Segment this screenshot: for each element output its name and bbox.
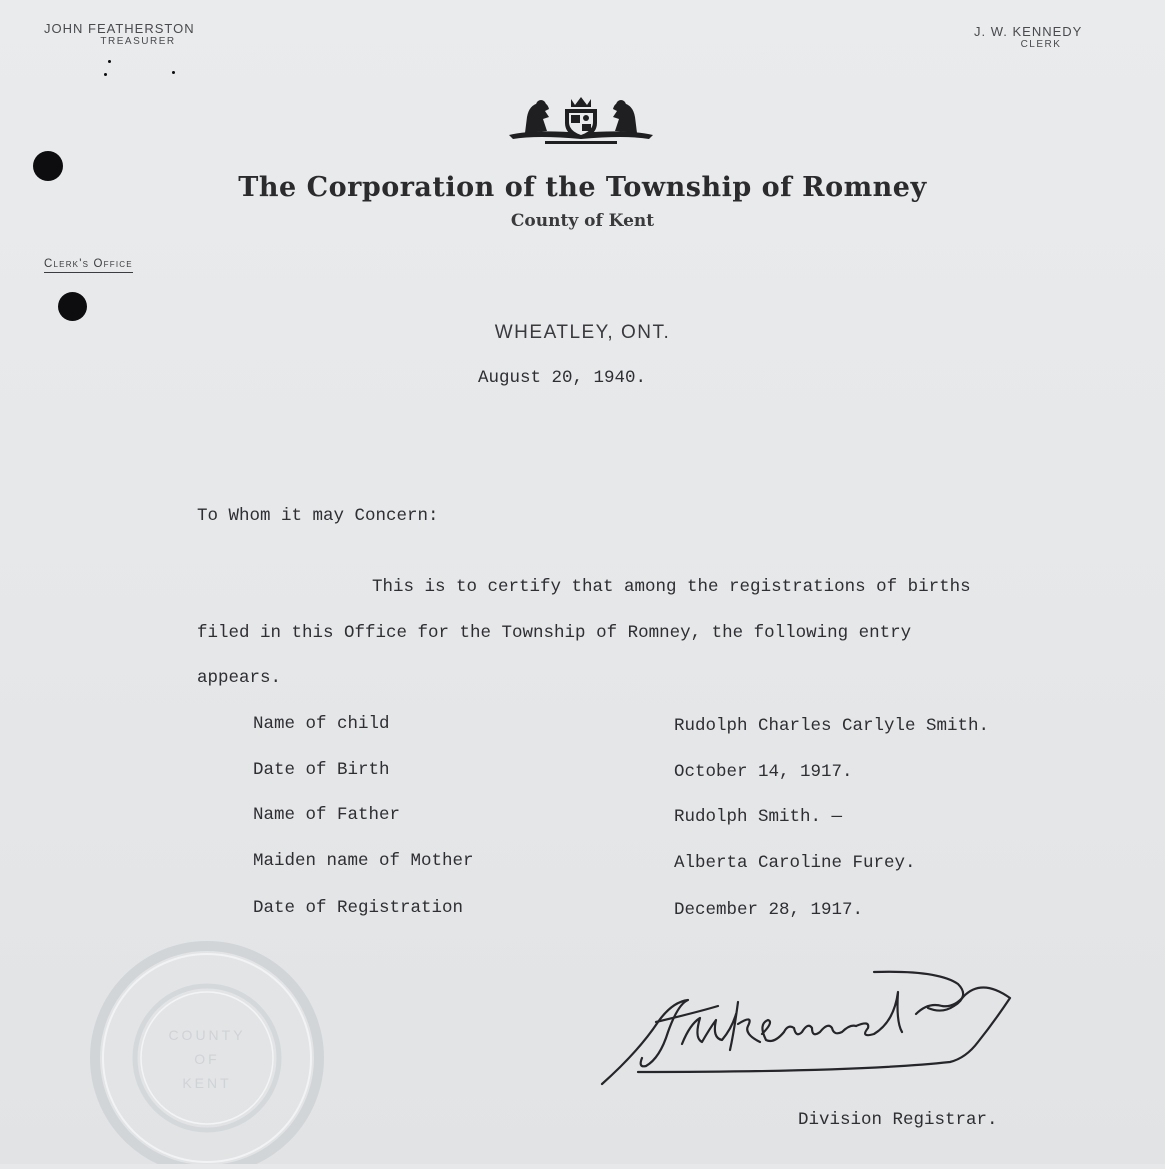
organization-title: The Corporation of the Township of Romney [238,172,927,203]
entry-label-mother: Maiden name of Mother [253,851,474,871]
body-line: This is to certify that among the registrations of births [372,577,971,597]
crest-icon [505,95,657,153]
entry-label-child-name: Name of child [253,714,390,734]
embossed-seal [85,940,330,1169]
salutation: To Whom it may Concern: [197,506,439,526]
treasurer-name: JOHN FEATHERSTON [44,21,195,36]
entry-label-birth-date: Date of Birth [253,760,390,780]
body-line: appears. [197,668,282,688]
treasurer-title: TREASURER [100,36,176,47]
entry-value-father: Rudolph Smith. — [674,807,843,827]
punch-hole [58,292,87,321]
clerk-title: CLERK [1020,39,1062,50]
clerk-name: J. W. KENNEDY [974,24,1083,39]
ink-dot [108,60,111,63]
coat-of-arms-crest [505,95,657,158]
entry-value-child-name: Rudolph Charles Carlyle Smith. [674,716,990,736]
county-subtitle: County of Kent [510,211,655,231]
registrar-title: Division Registrar. [798,1110,998,1130]
svg-text:OF: OF [194,1051,220,1067]
ink-dot [172,71,175,74]
entry-label-registration-date: Date of Registration [253,898,464,918]
place-heading: WHEATLEY, ONT. [494,322,671,343]
entry-value-mother: Alberta Caroline Furey. [674,853,916,873]
handwritten-signature [598,962,1028,1097]
signature-icon [598,962,1028,1092]
body-line: filed in this Office for the Township of Romney, the following entry [197,623,912,643]
entry-value-registration-date: December 28, 1917. [674,900,864,920]
entry-value-birth-date: October 14, 1917. [674,762,853,782]
clerks-office-label: Clerk's Office [44,258,133,273]
svg-text:COUNTY: COUNTY [168,1027,246,1043]
ink-dot [104,73,107,76]
entry-label-father: Name of Father [253,805,401,825]
letter-date: August 20, 1940. [478,368,647,388]
seal-icon [85,940,330,1164]
svg-text:KENT: KENT [182,1075,232,1091]
